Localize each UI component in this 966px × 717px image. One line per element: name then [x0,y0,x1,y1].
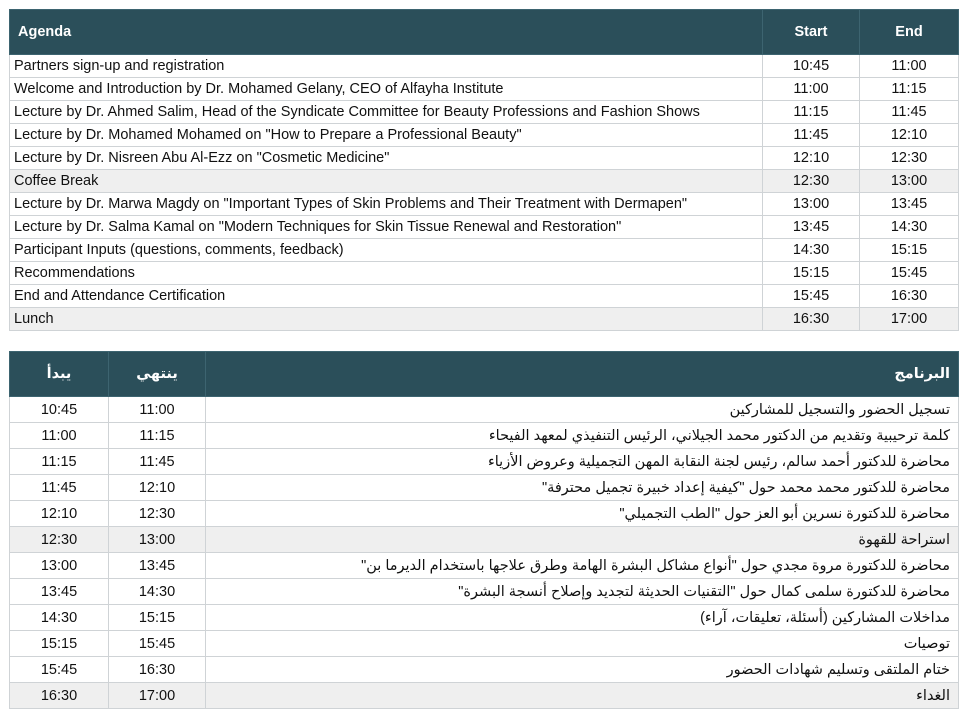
agenda-item-cell: Lecture by Dr. Marwa Magdy on "Important Types of Skin Problems and Their Treatment with Dermapen" [10,193,763,216]
english-agenda-row [10,55,959,78]
arabic-start-time-cell: 11:15 [10,449,109,475]
start-time-cell: 12:10 [763,147,860,170]
end-time-cell: 13:45 [860,193,959,216]
arabic-end-time-cell: 12:10 [109,475,206,501]
end-time-cell: 16:30 [860,285,959,308]
agenda-item-cell: Lunch [10,308,763,331]
start-column-header: Start [763,10,860,55]
end-time-cell: 17:00 [860,308,959,331]
arabic-start-time-cell: 11:00 [10,423,109,449]
arabic-start-time-cell: 11:45 [10,475,109,501]
arabic-agenda-item-cell: تسجيل الحضور والتسجيل للمشاركين [206,397,959,423]
arabic-agenda-item-cell: محاضرة للدكتورة سلمى كمال حول "التقنيات الحديثة لتجديد وإصلاح أنسجة البشرة" [206,579,959,605]
arabic-end-time-cell: 11:45 [109,449,206,475]
arabic-start-time-cell: 14:30 [10,605,109,631]
arabic-agenda-item-cell: كلمة ترحيبية وتقديم من الدكتور محمد الجيلاني، الرئيس التنفيذي لمعهد الفيحاء [206,423,959,449]
arabic-agenda-item-cell: ختام الملتقى وتسليم شهادات الحضور [206,657,959,683]
arabic-agenda-item-cell: مداخلات المشاركين (أسئلة، تعليقات، آراء) [206,605,959,631]
english-agenda-row [10,308,959,331]
start-time-cell: 15:15 [763,262,860,285]
arabic-end-time-cell: 15:15 [109,605,206,631]
start-time-cell: 13:45 [763,216,860,239]
arabic-agenda-row [10,449,959,475]
start-time-cell: 13:00 [763,193,860,216]
arabic-agenda-table [9,351,959,709]
end-time-cell: 15:15 [860,239,959,262]
arabic-start-time-cell: 13:45 [10,579,109,605]
english-header-row [10,10,959,55]
arabic-agenda-item-cell: استراحة للقهوة [206,527,959,553]
arabic-start-time-cell: 15:15 [10,631,109,657]
start-time-cell: 11:00 [763,78,860,101]
arabic-start-time-cell: 10:45 [10,397,109,423]
english-agenda-row [10,262,959,285]
arabic-agenda-row [10,605,959,631]
arabic-agenda-row [10,475,959,501]
end-time-cell: 14:30 [860,216,959,239]
arabic-end-time-cell: 17:00 [109,683,206,709]
agenda-item-cell: Partners sign-up and registration [10,55,763,78]
arabic-agenda-row [10,423,959,449]
start-time-cell: 12:30 [763,170,860,193]
arabic-agenda-item-cell: الغداء [206,683,959,709]
agenda-item-cell: Lecture by Dr. Ahmed Salim, Head of the Syndicate Committee for Beauty Professions and Fashion Shows [10,101,763,124]
english-agenda-row [10,170,959,193]
arabic-agenda-item-cell: محاضرة للدكتور أحمد سالم، رئيس لجنة النقابة المهن التجميلية وعروض الأزياء [206,449,959,475]
end-time-cell: 11:45 [860,101,959,124]
arabic-agenda-row [10,579,959,605]
start-time-cell: 15:45 [763,285,860,308]
arabic-end-time-cell: 12:30 [109,501,206,527]
agenda-item-cell: End and Attendance Certification [10,285,763,308]
english-agenda-row [10,147,959,170]
arabic-end-time-cell: 11:15 [109,423,206,449]
english-agenda-row [10,285,959,308]
arabic-start-time-cell: 12:10 [10,501,109,527]
arabic-end-time-cell: 13:00 [109,527,206,553]
english-agenda-table [9,9,959,331]
agenda-item-cell: Lecture by Dr. Salma Kamal on "Modern Techniques for Skin Tissue Renewal and Restoration" [10,216,763,239]
start-time-cell: 11:45 [763,124,860,147]
arabic-start-column-header: يبدأ [10,352,109,397]
arabic-agenda-item-cell: محاضرة للدكتورة مروة مجدي حول "أنواع مشاكل البشرة الهامة وطرق علاجها باستخدام الديرما بن" [206,553,959,579]
arabic-agenda-row [10,553,959,579]
agenda-item-cell: Lecture by Dr. Mohamed Mohamed on "How to Prepare a Professional Beauty" [10,124,763,147]
agenda-item-cell: Participant Inputs (questions, comments, feedback) [10,239,763,262]
english-agenda-row [10,193,959,216]
english-agenda-row [10,239,959,262]
arabic-agenda-row [10,501,959,527]
arabic-agenda-item-cell: محاضرة للدكتورة نسرين أبو العز حول "الطب التجميلي" [206,501,959,527]
arabic-end-time-cell: 15:45 [109,631,206,657]
english-agenda-row [10,124,959,147]
arabic-agenda-row [10,631,959,657]
arabic-start-time-cell: 16:30 [10,683,109,709]
agenda-item-cell: Recommendations [10,262,763,285]
arabic-start-time-cell: 13:00 [10,553,109,579]
end-time-cell: 12:10 [860,124,959,147]
arabic-header-row [10,352,959,397]
arabic-agenda-row [10,527,959,553]
agenda-column-header: Agenda [10,10,763,55]
arabic-agenda-item-cell: توصيات [206,631,959,657]
start-time-cell: 10:45 [763,55,860,78]
agenda-item-cell: Lecture by Dr. Nisreen Abu Al-Ezz on "Cosmetic Medicine" [10,147,763,170]
arabic-end-time-cell: 11:00 [109,397,206,423]
end-time-cell: 12:30 [860,147,959,170]
end-column-header: End [860,10,959,55]
end-time-cell: 13:00 [860,170,959,193]
start-time-cell: 11:15 [763,101,860,124]
arabic-agenda-item-cell: محاضرة للدكتور محمد محمد حول "كيفية إعداد خبيرة تجميل محترفة" [206,475,959,501]
arabic-agenda-row [10,657,959,683]
arabic-end-time-cell: 13:45 [109,553,206,579]
end-time-cell: 11:15 [860,78,959,101]
arabic-agenda-column-header: البرنامج [206,352,959,397]
arabic-end-time-cell: 16:30 [109,657,206,683]
start-time-cell: 14:30 [763,239,860,262]
english-agenda-row [10,216,959,239]
english-agenda-row [10,101,959,124]
arabic-end-time-cell: 14:30 [109,579,206,605]
english-agenda-row [10,78,959,101]
arabic-start-time-cell: 15:45 [10,657,109,683]
arabic-end-column-header: ينتهي [109,352,206,397]
agenda-item-cell: Welcome and Introduction by Dr. Mohamed Gelany, CEO of Alfayha Institute [10,78,763,101]
arabic-start-time-cell: 12:30 [10,527,109,553]
end-time-cell: 11:00 [860,55,959,78]
start-time-cell: 16:30 [763,308,860,331]
agenda-item-cell: Coffee Break [10,170,763,193]
arabic-agenda-row [10,397,959,423]
end-time-cell: 15:45 [860,262,959,285]
arabic-agenda-row [10,683,959,709]
